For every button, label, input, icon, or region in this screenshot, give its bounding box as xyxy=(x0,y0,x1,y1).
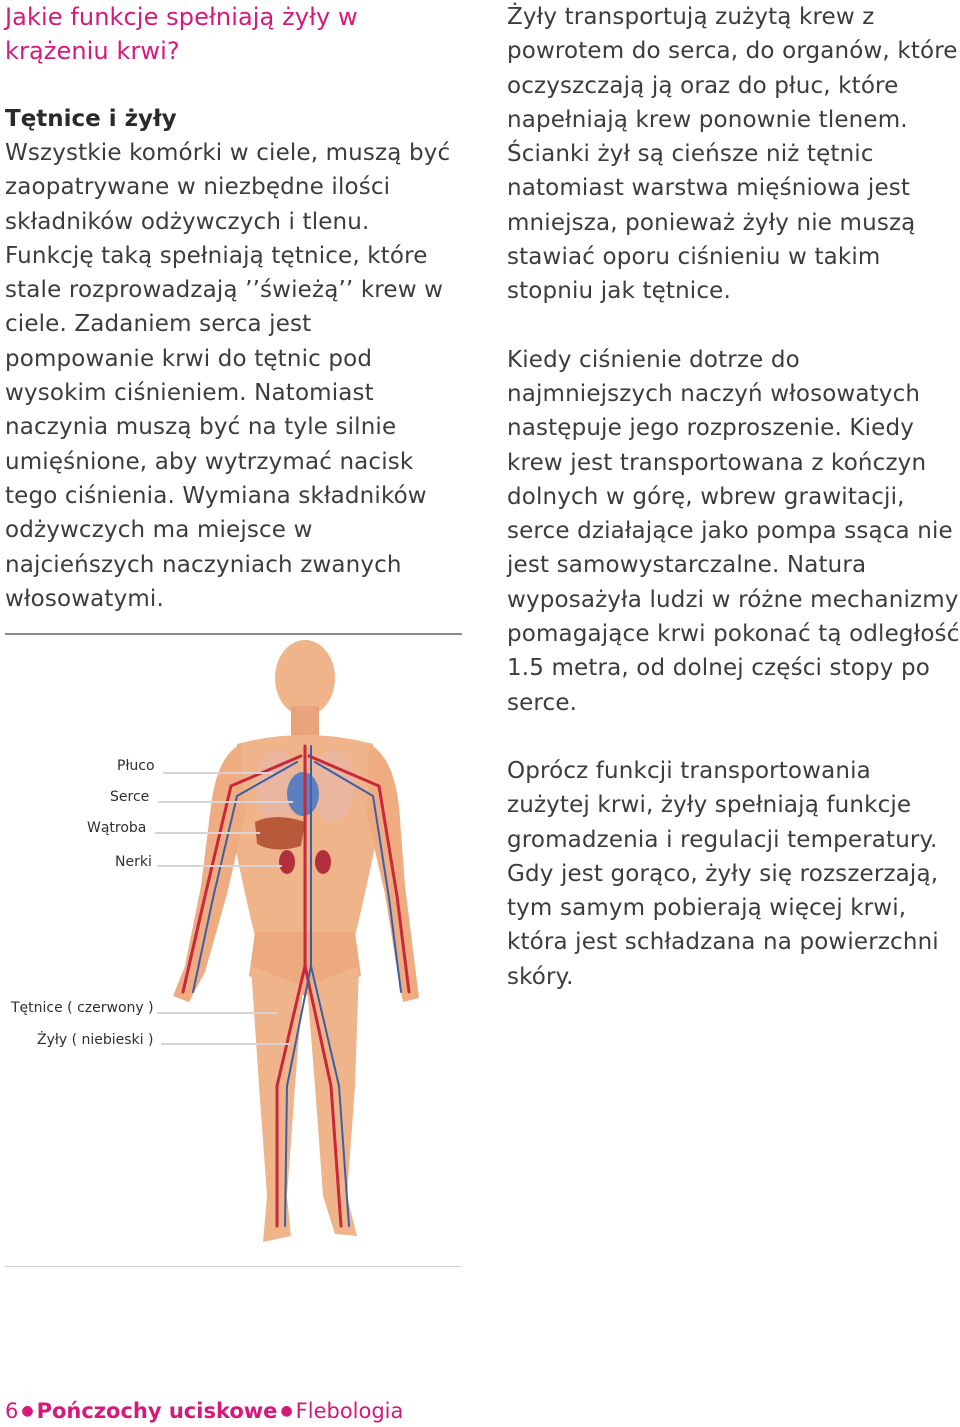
leader-line-lung xyxy=(163,772,273,774)
page-number: 6 xyxy=(5,1399,19,1423)
bullet-separator: ● xyxy=(21,1403,34,1419)
section-divider xyxy=(5,633,462,635)
heart-shape xyxy=(287,772,319,816)
temperature-paragraph: Oprócz funkcji transportowania zużytej krwi, żyły spełniają funkcje gromadzenia i regulacji temperatury. Gdy jest gorąco, żyły się rozszerzają, tym samym pobierają więcej krwi, która jest schładzana na powierzchni skóry. xyxy=(507,757,939,990)
footer-section: Flebologia xyxy=(295,1399,404,1423)
human-body-illustration xyxy=(5,636,461,1266)
label-liver: Wątroba xyxy=(87,820,147,836)
label-veins: Żyły ( niebieski ) xyxy=(37,1032,154,1048)
label-arteries: Tętnice ( czerwony ) xyxy=(11,1000,154,1016)
leader-line-liver xyxy=(155,832,260,834)
veins-transport-paragraph: Żyły transportują zużytą krew z powrotem do serca, do organów, które oczyszczają ją oraz do płuc, które napełniają krew ponownie tlenem. Ścianki żył są cieńsze niż tętnic natomiast warstwa mięśniowa jest mniejsza, ponieważ żyły nie muszą stawiać oporu ciśnieniu w takim stopniu jak tętnice. xyxy=(507,4,958,305)
leader-line-arteries xyxy=(157,1012,277,1014)
leader-line-heart xyxy=(158,801,293,803)
label-kidneys: Nerki xyxy=(115,854,152,870)
leader-line-kidneys xyxy=(157,865,282,867)
label-heart: Serce xyxy=(110,789,150,805)
leader-line-veins xyxy=(161,1043,291,1045)
page-heading: Jakie funkcje spełniają żyły w krążeniu krwi? xyxy=(5,3,358,65)
left-column xyxy=(5,0,465,616)
footer-title: Pończochy uciskowe xyxy=(36,1399,278,1423)
intro-paragraph: Wszystkie komórki w ciele, muszą być zaopatrywane w niezbędne ilości składników odżywczych i tlenu. Funkcję taką spełniają tętnice, które stale rozprowadzają ’’świeżą’’ krew w ciele. Zadaniem serca jest pompowanie krwi do tętnic pod wysokim ciśnieniem. Natomiast naczynia muszą być na tyle silnie umięśnione, aby wytrzymać nacisk tego ciśnienia. Wymiana składników odżywczych ma miejsce w najcieńszych naczyniach zwanych włosowatymi. xyxy=(5,140,451,612)
capillaries-paragraph: Kiedy ciśnienie dotrze do najmniejszych naczyń włosowatych następuje jego rozproszenie. Kiedy krew jest transportowana z kończyn dolnych w górę, wbrew grawitacji, serce działające jako pompa ssąca nie jest samowystarczalne. Natura wyposażyła ludzi w różne mechanizmy pomagające krwi pokonać tą odległość 1.5 metra, od dolnej części stopy po serce. xyxy=(507,346,960,716)
page-footer xyxy=(5,1397,403,1425)
kidney-shape xyxy=(279,850,295,874)
label-lung: Płuco xyxy=(117,758,155,774)
neck-shape xyxy=(291,706,319,736)
bullet-separator: ● xyxy=(280,1403,293,1419)
right-column xyxy=(507,0,960,994)
liver-shape xyxy=(255,817,305,850)
kidney-shape xyxy=(315,850,331,874)
circulatory-system-figure xyxy=(5,636,461,1267)
head-shape xyxy=(275,640,335,716)
section-heading: Tętnice i żyły xyxy=(5,106,177,132)
